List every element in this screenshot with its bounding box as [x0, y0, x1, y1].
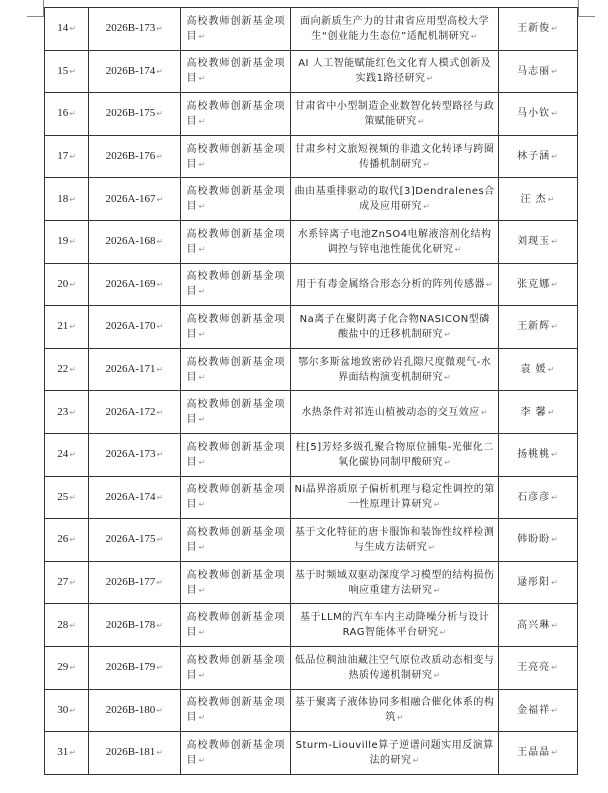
applicant-name-cell: [498, 732, 577, 775]
paragraph-mark-icon: ↵: [551, 578, 559, 588]
paragraph-mark-icon: ↵: [156, 748, 163, 758]
table-row: [45, 433, 578, 476]
project-code-cell: [89, 178, 180, 221]
paragraph-mark-icon: ↵: [69, 152, 76, 162]
applicant-name-cell: [498, 135, 577, 178]
project-title-cell: [291, 646, 498, 689]
project-title-cell: [291, 50, 498, 93]
table-row: [45, 93, 578, 136]
project-code: 2026A-171: [105, 363, 156, 376]
table-row: [45, 391, 578, 434]
project-code: 2026B-177: [105, 576, 156, 589]
row-number: 31: [57, 746, 69, 759]
applicant-name: 袁 媛: [520, 364, 547, 376]
paragraph-mark-icon: ↵: [551, 109, 559, 119]
row-number-cell: [45, 8, 89, 51]
project-code: 2026A-169: [105, 277, 156, 290]
applicant-name: 扬桃桃: [517, 449, 551, 461]
paragraph-mark-icon: ↵: [69, 109, 76, 119]
paragraph-mark-icon: ↵: [156, 322, 164, 332]
project-code: 2026B-173: [105, 22, 156, 35]
paragraph-mark-icon: ↵: [551, 279, 559, 289]
row-number: 23: [57, 405, 69, 418]
paragraph-mark-icon: ↵: [198, 159, 207, 169]
paragraph-mark-icon: ↵: [198, 500, 207, 510]
paragraph-mark-icon: ↵: [551, 492, 559, 502]
project-code: 2026A-173: [105, 448, 156, 461]
paragraph-mark-icon: ↵: [156, 492, 164, 502]
applicant-name-cell: [498, 391, 577, 434]
paragraph-mark-icon: ↵: [69, 535, 76, 545]
applicant-name: 张克娜: [517, 278, 551, 290]
applicant-name-cell: [498, 220, 577, 263]
applicant-name: 王亮亮: [517, 662, 551, 674]
paragraph-mark-icon: ↵: [69, 237, 76, 247]
paragraph-mark-icon: ↵: [69, 450, 76, 460]
applicant-name: 马小钦: [517, 108, 551, 120]
project-type-cell: [180, 220, 291, 263]
paragraph-mark-icon: ↵: [156, 66, 163, 76]
paragraph-mark-icon: ↵: [198, 31, 207, 41]
applicant-name-cell: [498, 519, 577, 562]
applicant-name-cell: [498, 646, 577, 689]
project-title: Sturm-Liouville算子逆谱问题实用反演算法的研究: [295, 739, 494, 766]
row-number-cell: [45, 50, 89, 93]
project-title: 甘肃省中小型制造企业数智化转型路径与政策赋能研究: [294, 100, 495, 127]
table-row: [45, 135, 578, 178]
paragraph-mark-icon: ↵: [486, 279, 494, 289]
paragraph-mark-icon: ↵: [444, 372, 452, 382]
paragraph-mark-icon: ↵: [480, 407, 489, 417]
project-title-cell: [291, 348, 498, 391]
row-number-cell: [45, 263, 89, 306]
project-title-cell: [291, 220, 498, 263]
paragraph-mark-icon: ↵: [69, 279, 76, 289]
paragraph-mark-icon: ↵: [198, 244, 207, 254]
applicant-name-cell: [498, 561, 577, 604]
applicant-name: 石彦彦: [517, 491, 551, 503]
applicant-name-cell: [498, 263, 577, 306]
project-code-cell: [89, 348, 180, 391]
project-code: 2026B-179: [105, 661, 156, 674]
applicant-name: 马志丽: [517, 65, 551, 77]
paragraph-mark-icon: ↵: [198, 116, 207, 126]
project-code: 2026A-175: [105, 533, 156, 546]
project-type: 高校教师创新基金项目: [186, 186, 286, 213]
project-title-cell: [291, 519, 498, 562]
project-code: 2026A-168: [105, 235, 156, 248]
paragraph-mark-icon: ↵: [69, 492, 76, 502]
row-number-cell: [45, 433, 89, 476]
table-row: [45, 220, 578, 263]
paragraph-mark-icon: ↵: [198, 542, 207, 552]
project-title-cell: [291, 135, 498, 178]
paragraph-mark-icon: ↵: [198, 628, 207, 638]
project-type: 高校教师创新基金项目: [186, 100, 286, 127]
row-number-cell: [45, 391, 89, 434]
paragraph-mark-icon: ↵: [551, 748, 559, 758]
table-row: [45, 476, 578, 519]
project-type: 高校教师创新基金项目: [186, 654, 286, 681]
margin-corner-mark: [578, 0, 595, 17]
project-type: 高校教师创新基金项目: [186, 441, 286, 468]
paragraph-mark-icon: ↵: [439, 628, 447, 638]
project-code-cell: [89, 263, 180, 306]
paragraph-mark-icon: ↵: [69, 663, 76, 673]
table-row: [45, 519, 578, 562]
project-type: 高校教师创新基金项目: [186, 569, 286, 596]
applicant-name-cell: [498, 689, 577, 732]
project-code-cell: [89, 561, 180, 604]
applicant-name: 王晶晶: [517, 747, 551, 759]
project-type-cell: [180, 646, 291, 689]
row-number-cell: [45, 135, 89, 178]
paragraph-mark-icon: ↵: [426, 74, 434, 84]
paragraph-mark-icon: ↵: [198, 74, 207, 84]
project-type: 高校教师创新基金项目: [186, 612, 286, 639]
paragraph-mark-icon: ↵: [69, 705, 76, 715]
paragraph-mark-icon: ↵: [444, 329, 452, 339]
project-type: 高校教师创新基金项目: [186, 143, 286, 170]
row-number: 30: [57, 703, 69, 716]
project-type-cell: [180, 476, 291, 519]
applicant-name-cell: [498, 476, 577, 519]
applicant-name-cell: [498, 93, 577, 136]
paragraph-mark-icon: ↵: [156, 109, 163, 119]
paragraph-mark-icon: ↵: [551, 663, 559, 673]
project-title-cell: [291, 689, 498, 732]
paragraph-mark-icon: ↵: [198, 755, 207, 765]
project-code-cell: [89, 689, 180, 732]
project-type-cell: [180, 689, 291, 732]
row-number: 24: [57, 448, 69, 461]
paragraph-mark-icon: ↵: [69, 748, 76, 758]
paragraph-mark-icon: ↵: [433, 585, 441, 595]
paragraph-mark-icon: ↵: [433, 500, 441, 510]
paragraph-mark-icon: ↵: [156, 663, 163, 673]
project-type-cell: [180, 306, 291, 349]
project-title: 面向新质生产力的甘肃省应用型高校大学生“创业能力生态位”适配机制研究: [300, 15, 490, 42]
row-number-cell: [45, 178, 89, 221]
paragraph-mark-icon: ↵: [551, 705, 559, 715]
project-type-cell: [180, 519, 291, 562]
project-title-cell: [291, 93, 498, 136]
row-number-cell: [45, 93, 89, 136]
paragraph-mark-icon: ↵: [551, 24, 559, 34]
project-table-body: [45, 8, 578, 775]
paragraph-mark-icon: ↵: [412, 755, 420, 765]
row-number: 29: [57, 661, 69, 674]
paragraph-mark-icon: ↵: [198, 457, 207, 467]
paragraph-mark-icon: ↵: [156, 194, 164, 204]
project-code: 2026B-178: [105, 618, 156, 631]
paragraph-mark-icon: ↵: [551, 237, 559, 247]
project-type: 高校教师创新基金项目: [186, 526, 286, 553]
paragraph-mark-icon: ↵: [551, 152, 559, 162]
paragraph-mark-icon: ↵: [198, 585, 207, 595]
paragraph-mark-icon: ↵: [156, 407, 164, 417]
project-code-cell: [89, 220, 180, 263]
applicant-name: 王新辉: [517, 321, 551, 333]
paragraph-mark-icon: ↵: [69, 24, 76, 34]
paragraph-mark-icon: ↵: [551, 66, 559, 76]
project-title: 基于聚离子液体协同多相融合催化体系的构筑: [294, 697, 495, 724]
paragraph-mark-icon: ↵: [198, 372, 207, 382]
project-type-cell: [180, 732, 291, 775]
paragraph-mark-icon: ↵: [156, 237, 164, 247]
paragraph-mark-icon: ↵: [156, 279, 164, 289]
row-number-cell: [45, 220, 89, 263]
project-title-cell: [291, 476, 498, 519]
row-number-cell: [45, 348, 89, 391]
project-title: 鄂尔多斯盆地致密砂岩孔隙尺度微观气-水界面结构演变机制研究: [298, 356, 492, 383]
project-title-cell: [291, 391, 498, 434]
applicant-name: 汪 杰: [520, 193, 547, 205]
row-number: 18: [57, 192, 69, 205]
row-number: 25: [57, 490, 69, 503]
applicant-name: 韩盼盼: [517, 534, 551, 546]
paragraph-mark-icon: ↵: [547, 407, 556, 417]
margin-corner-mark: [27, 0, 44, 17]
paragraph-mark-icon: ↵: [198, 329, 207, 339]
row-number: 14: [57, 22, 69, 35]
row-number-cell: [45, 732, 89, 775]
project-code-cell: [89, 732, 180, 775]
table-row: [45, 178, 578, 221]
project-title-cell: [291, 433, 498, 476]
project-type: 高校教师创新基金项目: [186, 271, 286, 298]
project-title-cell: [291, 263, 498, 306]
project-type-cell: [180, 604, 291, 647]
row-number: 15: [57, 64, 69, 77]
row-number-cell: [45, 561, 89, 604]
project-title: 曲由基重排驱动的取代[3]Dendralenes合成及应用研究: [294, 186, 495, 213]
applicant-name: 金福祥: [517, 704, 551, 716]
paragraph-mark-icon: ↵: [551, 620, 559, 630]
applicant-name: 李 馨: [520, 406, 547, 418]
paragraph-mark-icon: ↵: [454, 244, 462, 254]
project-title-cell: [291, 8, 498, 51]
row-number: 28: [57, 618, 69, 631]
row-number: 17: [57, 150, 69, 163]
project-type-cell: [180, 178, 291, 221]
row-number-cell: [45, 519, 89, 562]
project-code-cell: [89, 8, 180, 51]
paragraph-mark-icon: ↵: [69, 66, 76, 76]
project-type: 高校教师创新基金项目: [186, 58, 286, 85]
paragraph-mark-icon: ↵: [69, 620, 76, 630]
table-row: [45, 50, 578, 93]
applicant-name-cell: [498, 348, 577, 391]
project-type-cell: [180, 391, 291, 434]
paragraph-mark-icon: ↵: [433, 670, 441, 680]
applicant-name-cell: [498, 306, 577, 349]
project-type-cell: [180, 348, 291, 391]
row-number: 20: [57, 277, 69, 290]
paragraph-mark-icon: ↵: [551, 535, 559, 545]
project-code-cell: [89, 433, 180, 476]
project-type: 高校教师创新基金项目: [186, 356, 286, 383]
applicant-name: 逯彤阳: [517, 577, 551, 589]
project-type: 高校教师创新基金项目: [186, 739, 286, 766]
project-code-cell: [89, 604, 180, 647]
paragraph-mark-icon: ↵: [69, 194, 76, 204]
row-number: 27: [57, 576, 69, 589]
paragraph-mark-icon: ↵: [423, 202, 431, 212]
paragraph-mark-icon: ↵: [428, 542, 436, 552]
paragraph-mark-icon: ↵: [156, 620, 163, 630]
applicant-name-cell: [498, 8, 577, 51]
paragraph-mark-icon: ↵: [156, 365, 164, 375]
paragraph-mark-icon: ↵: [551, 322, 559, 332]
project-type-cell: [180, 135, 291, 178]
project-title: 基于时频域双驱动深度学习模型的结构损伤响应重建方法研究: [294, 569, 495, 596]
applicant-name: 王新俊: [517, 23, 551, 35]
paragraph-mark-icon: ↵: [69, 365, 76, 375]
project-title: 甘肃乡村文旅短视频的非遗文化转译与跨圈传播机制研究: [294, 143, 495, 170]
paragraph-mark-icon: ↵: [551, 450, 559, 460]
project-type-cell: [180, 263, 291, 306]
applicant-name: 高兴琳: [517, 619, 551, 631]
paragraph-mark-icon: ↵: [396, 713, 405, 723]
project-type: 高校教师创新基金项目: [186, 228, 286, 255]
paragraph-mark-icon: ↵: [156, 152, 163, 162]
paragraph-mark-icon: ↵: [547, 365, 556, 375]
table-row: [45, 561, 578, 604]
project-title-cell: [291, 604, 498, 647]
paragraph-mark-icon: ↵: [198, 202, 207, 212]
project-title: Na离子在聚阴离子化合物NASICON型磷酸盐中的迁移机制研究: [299, 313, 490, 340]
project-code: 2026A-172: [105, 405, 156, 418]
paragraph-mark-icon: ↵: [69, 407, 76, 417]
project-table: [44, 7, 578, 775]
project-code-cell: [89, 391, 180, 434]
project-code-cell: [89, 646, 180, 689]
row-number: 19: [57, 235, 69, 248]
project-title: AI 人工智能赋能红色文化育人模式创新及实践1路径研究: [298, 58, 492, 85]
project-title: Ni晶界溶质原子偏析机理与稳定性调控的第一性原理计算研究: [294, 484, 495, 511]
paragraph-mark-icon: ↵: [547, 194, 556, 204]
project-code-cell: [89, 50, 180, 93]
project-title-cell: [291, 306, 498, 349]
paragraph-mark-icon: ↵: [198, 287, 207, 297]
table-row: [45, 8, 578, 51]
table-row: [45, 732, 578, 775]
table-row: [45, 646, 578, 689]
applicant-name: 林子涵: [517, 151, 551, 163]
paragraph-mark-icon: ↵: [156, 535, 164, 545]
paragraph-mark-icon: ↵: [156, 578, 163, 588]
paragraph-mark-icon: ↵: [156, 24, 163, 34]
row-number-cell: [45, 646, 89, 689]
row-number-cell: [45, 689, 89, 732]
project-type: 高校教师创新基金项目: [186, 484, 286, 511]
paragraph-mark-icon: ↵: [69, 322, 76, 332]
paragraph-mark-icon: ↵: [423, 159, 431, 169]
project-code: 2026A-174: [105, 490, 156, 503]
project-code: 2026B-175: [105, 107, 156, 120]
table-row: [45, 604, 578, 647]
project-code: 2026B-180: [105, 703, 156, 716]
applicant-name-cell: [498, 178, 577, 221]
paragraph-mark-icon: ↵: [156, 705, 163, 715]
project-code: 2026B-176: [105, 150, 156, 163]
project-type-cell: [180, 93, 291, 136]
paragraph-mark-icon: ↵: [470, 31, 478, 41]
project-code: 2026B-181: [105, 746, 156, 759]
table-row: [45, 263, 578, 306]
paragraph-mark-icon: ↵: [198, 713, 207, 723]
row-number: 26: [57, 533, 69, 546]
applicant-name-cell: [498, 433, 577, 476]
row-number-cell: [45, 306, 89, 349]
project-code-cell: [89, 93, 180, 136]
table-row: [45, 348, 578, 391]
table-row: [45, 689, 578, 732]
paragraph-mark-icon: ↵: [69, 578, 76, 588]
project-code-cell: [89, 476, 180, 519]
applicant-name: 刘现玉: [517, 236, 551, 248]
project-title-cell: [291, 561, 498, 604]
project-type-cell: [180, 561, 291, 604]
row-number-cell: [45, 476, 89, 519]
paragraph-mark-icon: ↵: [156, 450, 164, 460]
paragraph-mark-icon: ↵: [198, 415, 207, 425]
project-title: 水系锌离子电池ZnSO4电解液溶剂化结构调控与锌电池性能优化研究: [297, 228, 492, 255]
paragraph-mark-icon: ↵: [444, 457, 452, 467]
project-code-cell: [89, 519, 180, 562]
paragraph-mark-icon: ↵: [198, 670, 207, 680]
applicant-name-cell: [498, 50, 577, 93]
project-type-cell: [180, 50, 291, 93]
project-type: 高校教师创新基金项目: [186, 15, 286, 42]
project-code: 2026A-170: [105, 320, 156, 333]
project-code-cell: [89, 306, 180, 349]
project-type-cell: [180, 433, 291, 476]
project-code: 2026B-174: [105, 64, 156, 77]
row-number: 16: [57, 107, 69, 120]
project-type-cell: [180, 8, 291, 51]
project-title: 基于文化特征的唐卡服饰和装饰性纹样检测与生成方法研究: [294, 526, 495, 553]
project-code-cell: [89, 135, 180, 178]
row-number: 22: [57, 363, 69, 376]
project-title: 低品位稠油油藏注空气原位改质动态相变与热质传递机制研究: [294, 654, 495, 681]
project-title: 水热条件对祁连山植被动态的交互效应: [301, 406, 480, 418]
project-type: 高校教师创新基金项目: [186, 399, 286, 426]
project-code: 2026A-167: [105, 192, 156, 205]
row-number: 21: [57, 320, 69, 333]
paragraph-mark-icon: ↵: [417, 116, 426, 126]
project-title-cell: [291, 178, 498, 221]
row-number-cell: [45, 604, 89, 647]
applicant-name-cell: [498, 604, 577, 647]
project-type: 高校教师创新基金项目: [186, 697, 286, 724]
table-row: [45, 306, 578, 349]
project-title-cell: [291, 732, 498, 775]
project-type: 高校教师创新基金项目: [186, 313, 286, 340]
project-title: 柱[5]芳烃多级孔聚合物原位捕集-光催化二氧化碳协同制甲酸研究: [295, 441, 494, 468]
project-title: 用于有毒金属络合形态分析的阵列传感器: [296, 278, 486, 290]
project-title: 基于LLM的汽车车内主动降噪分析与设计RAG智能体平台研究: [300, 612, 490, 639]
